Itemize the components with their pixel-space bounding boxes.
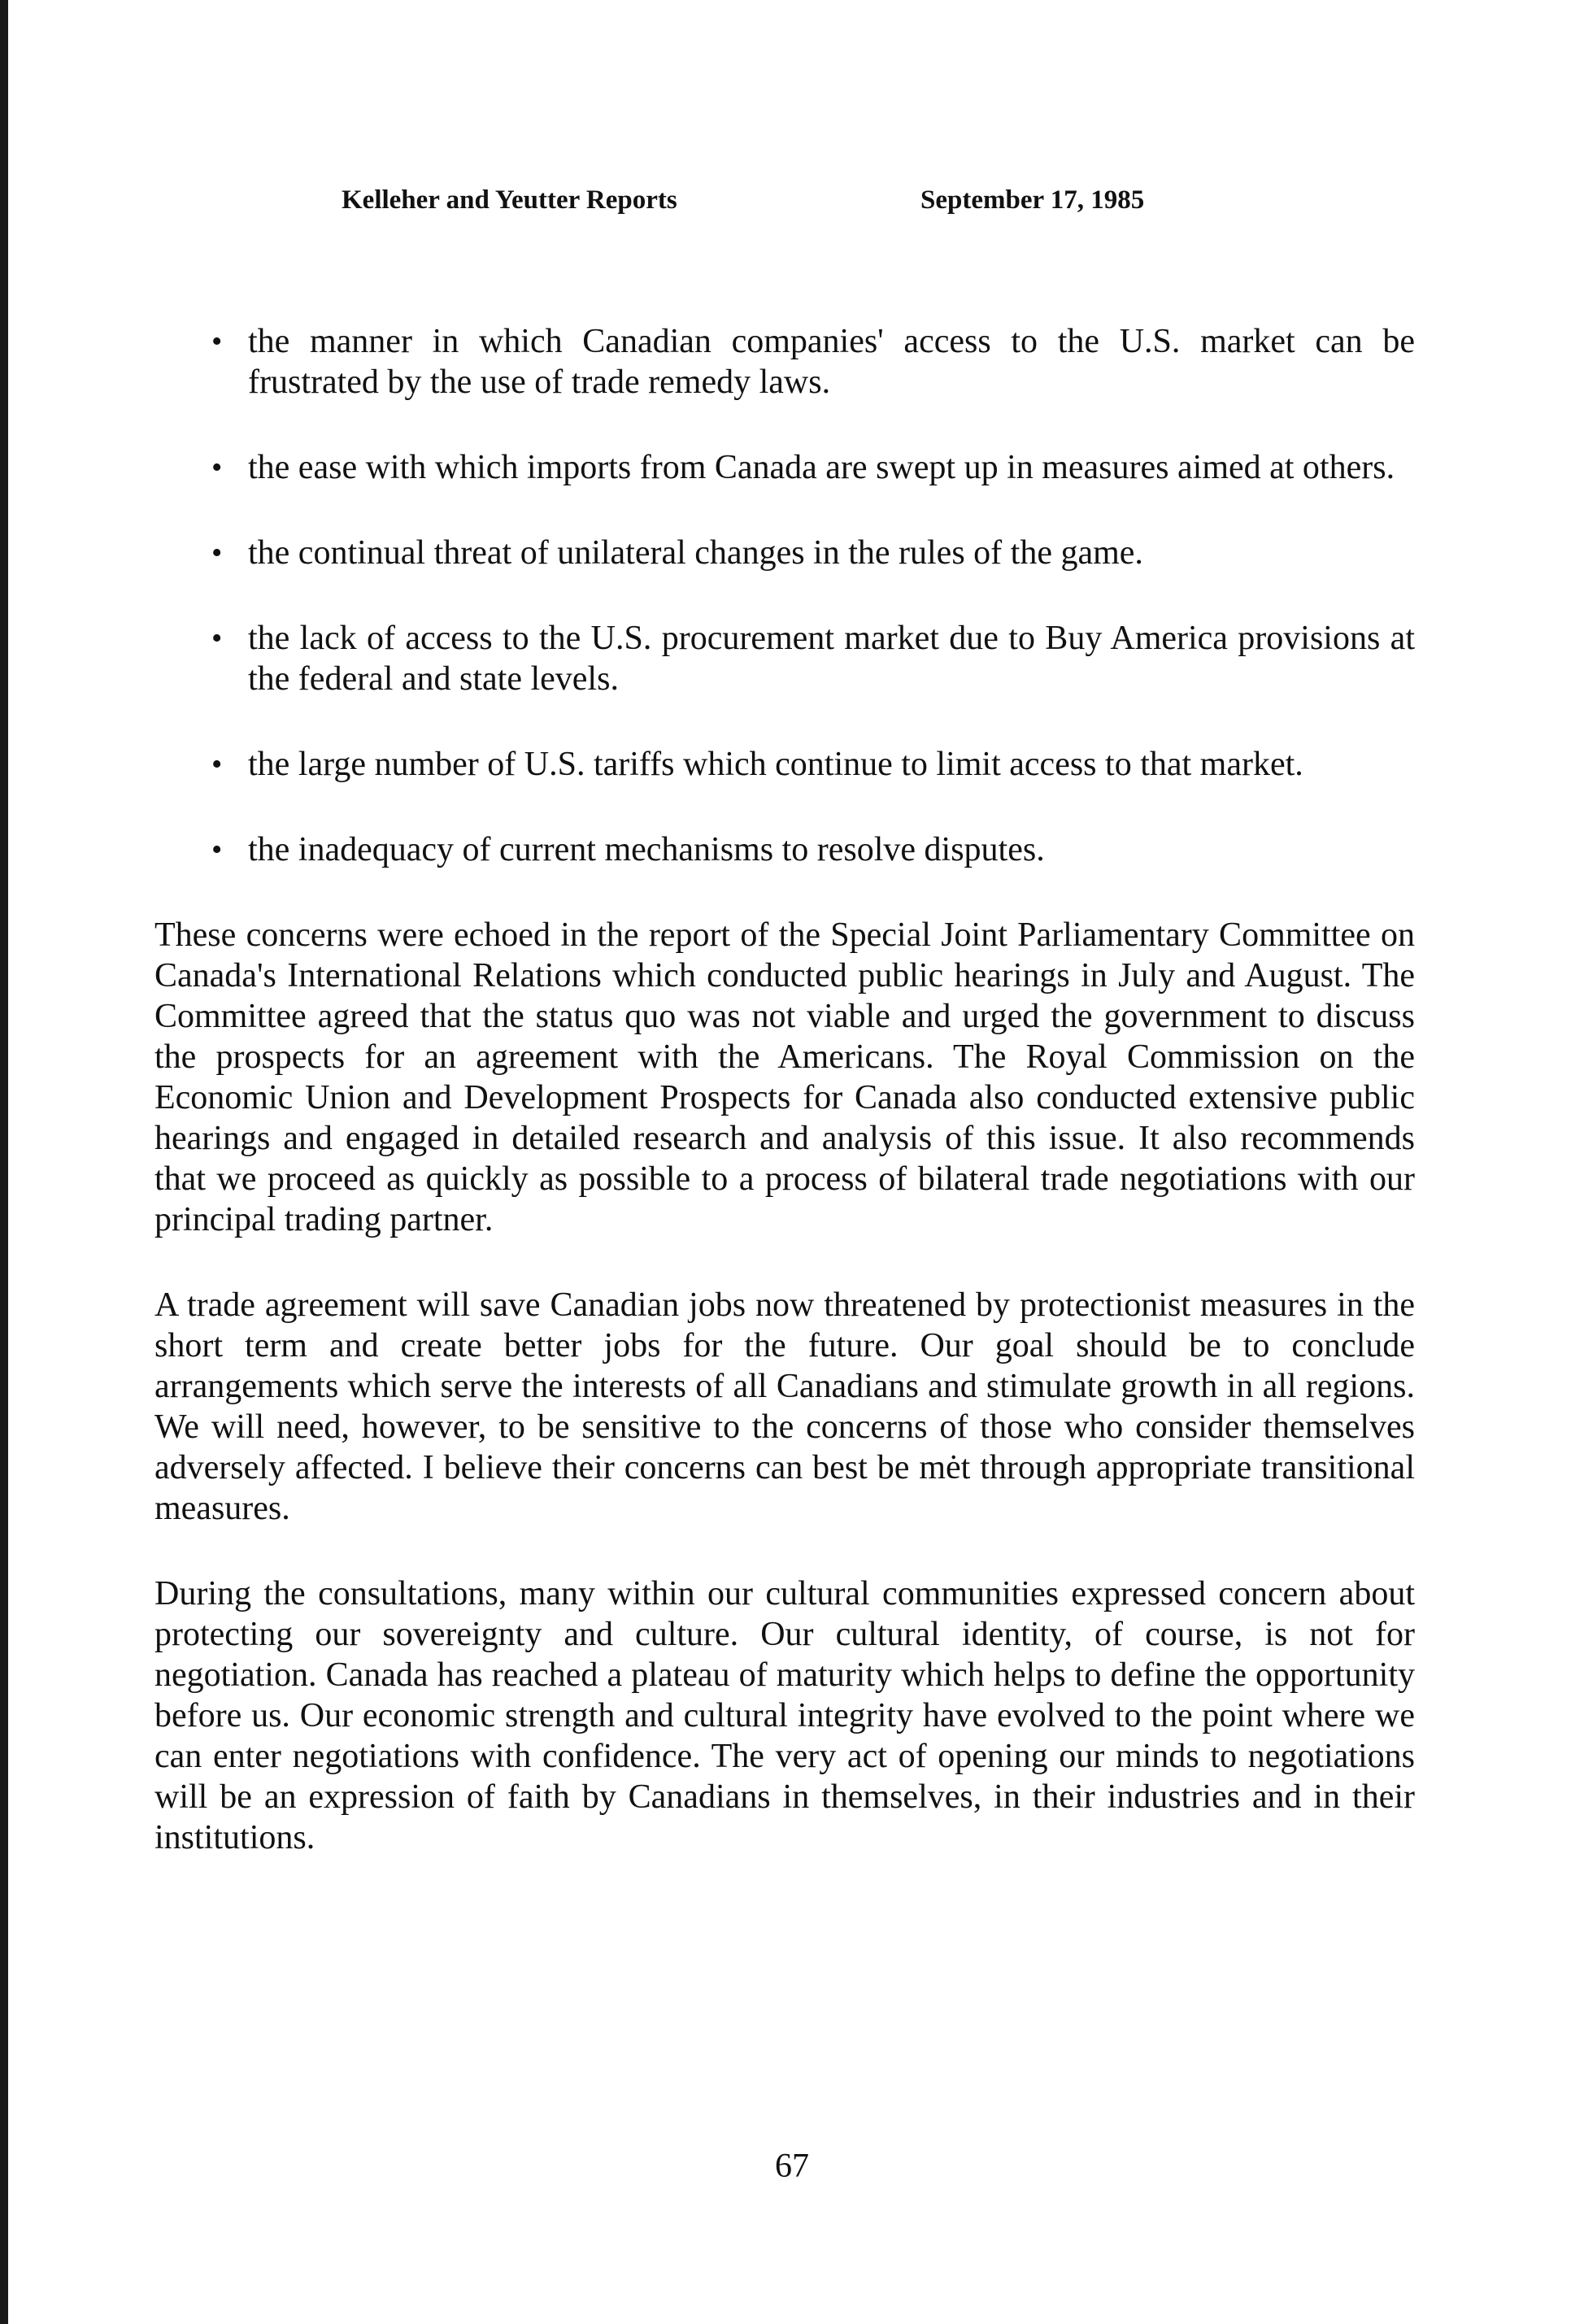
- list-item: [154, 321, 1415, 403]
- list-item: [154, 744, 1415, 785]
- header-title: Kelleher and Yeutter Reports: [342, 185, 677, 215]
- list-item: [154, 829, 1415, 870]
- list-item-text: the continual threat of unilateral changes in the rules of the game.: [248, 534, 1143, 572]
- list-item-text: the inadequacy of current mechanisms to resolve disputes.: [248, 831, 1045, 868]
- scan-left-edge: [0, 0, 8, 2324]
- paragraph-trade-agreement: A trade agreement will save Canadian jobs now threatened by protectionist measures in the short term and create better jobs for the future. Our goal should be to conclude arrangements which serve the interests of all Canadians and stimulate growth in all regions. We will need, however, to be sensitive to the concerns of those who consider themselves adversely affected. I believe their concerns can best be mėt through appropriate transitional measures.: [154, 1286, 1415, 1527]
- page-body: [154, 321, 1415, 1903]
- bullet-icon: •: [211, 450, 223, 485]
- list-item-text: the manner in which Canadian companies' access to the U.S. market can be frustrated by the use of trade remedy laws.: [248, 323, 1415, 401]
- list-item: [154, 533, 1415, 573]
- list-item: [154, 447, 1415, 488]
- bullet-icon: •: [211, 324, 223, 359]
- paragraph-cultural-identity: During the consultations, many within our cultural communities expressed concern about protecting our sovereignty and culture. Our cultural identity, of course, is not for negotiation. Canada has reached a plateau of maturity which helps to define the opportunity before us. Our economic strength and cultural integrity have evolved to the point where we can enter negotiations with confidence. The very act of opening our minds to negotiations will be an expression of faith by Canadians in themselves, in their industries and in their institutions.: [154, 1575, 1415, 1856]
- header-date: September 17, 1985: [920, 185, 1145, 215]
- paragraph-concerns-echoed: These concerns were echoed in the report of the Special Joint Parliamentary Committee on Canada's International Relations which conducted public hearings in July and August. The Committee agreed that the status quo was not viable and urged the government to discuss the prospects for an agreement with the Americans. The Royal Commission on the Economic Union and Development Prospects for Canada also conducted extensive public hearings and engaged in detailed research and analysis of this issue. It also recommends that we proceed as quickly as possible to a process of bilateral trade negotiations with our principal trading partner.: [154, 916, 1415, 1238]
- page-number: 67: [775, 2148, 809, 2185]
- bullet-icon: •: [211, 833, 223, 867]
- list-item: [154, 618, 1415, 699]
- bullet-icon: •: [211, 621, 223, 655]
- concerns-list: [154, 321, 1415, 870]
- bullet-icon: •: [211, 536, 223, 570]
- list-item-text: the lack of access to the U.S. procurement market due to Buy America provisions at the federal and state levels.: [248, 620, 1415, 698]
- running-header: [0, 185, 1584, 234]
- list-item-text: the large number of U.S. tariffs which continue to limit access to that market.: [248, 746, 1303, 783]
- list-item-text: the ease with which imports from Canada are swept up in measures aimed at others.: [248, 449, 1395, 486]
- bullet-icon: •: [211, 747, 223, 781]
